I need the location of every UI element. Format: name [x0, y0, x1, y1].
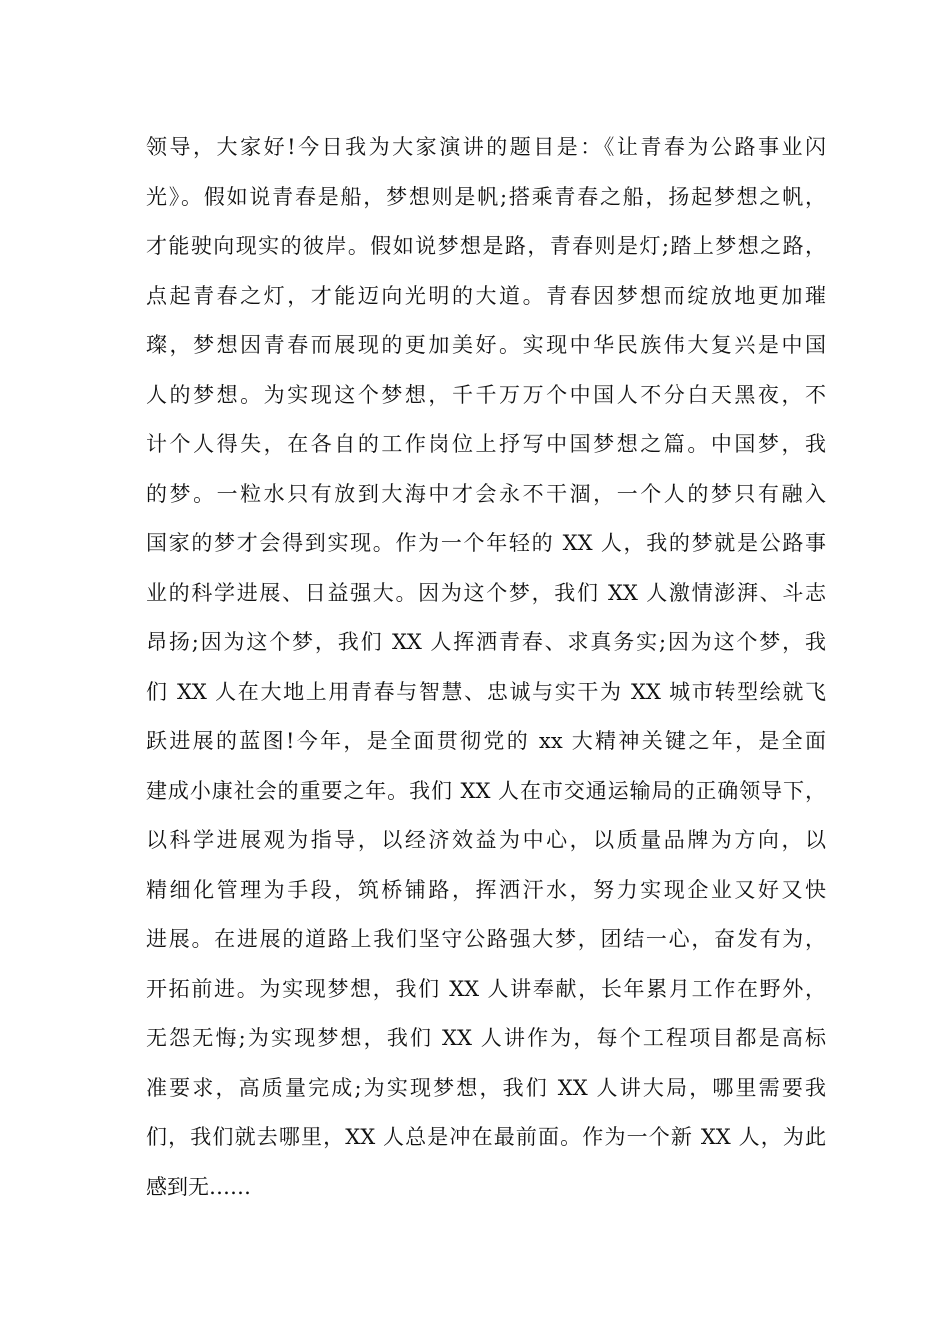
speech-paragraph: [146, 127, 826, 1216]
text-line: 建成小康社会的重要之年。我们 XX 人在市交通运输局的正确领导下，: [146, 778, 826, 803]
text-line: 昂扬;因为这个梦，我们 XX 人挥洒青春、求真务实;因为这个梦，我: [146, 630, 826, 654]
text-line: 以科学进展观为指导，以经济效益为中心，以质量品牌为方向，以: [146, 828, 826, 852]
text-line: 开拓前进。为实现梦想，我们 XX 人讲奉献，长年累月工作在野外，: [146, 976, 826, 1001]
text-line: 人的梦想。为实现这个梦想，千千万万个中国人不分白天黑夜，不: [146, 382, 826, 407]
text-line: 的梦。一粒水只有放到大海中才会永不干涸，一个人的梦只有融入: [146, 481, 826, 506]
text-line: 光》。假如说青春是船，梦想则是帆;搭乘青春之船，扬起梦想之帆，: [146, 184, 826, 209]
text-line: 璨，梦想因青春而展现的更加美好。实现中华民族伟大复兴是中国: [146, 333, 826, 357]
text-line: 领导，大家好!今日我为大家演讲的题目是：《让青春为公路事业闪: [146, 135, 826, 159]
text-line: 进展。在进展的道路上我们坚守公路强大梦，团结一心，奋发有为，: [146, 927, 826, 951]
text-line: 计个人得失，在各自的工作岗位上抒写中国梦想之篇。中国梦，我: [146, 432, 826, 456]
text-line-last: 感到无……: [146, 1174, 251, 1199]
text-line: 国家的梦才会得到实现。作为一个年轻的 XX 人，我的梦就是公路事: [146, 531, 826, 555]
text-line: 点起青春之灯，才能迈向光明的大道。青春因梦想而绽放地更加璀: [146, 283, 826, 308]
text-line: 们，我们就去哪里，XX 人总是冲在最前面。作为一个新 XX 人，为此: [146, 1125, 826, 1149]
text-line: 准要求，高质量完成;为实现梦想，我们 XX 人讲大局，哪里需要我: [146, 1075, 826, 1100]
text-line: 无怨无悔;为实现梦想，我们 XX 人讲作为，每个工程项目都是高标: [146, 1026, 826, 1050]
text-line: 业的科学进展、日益强大。因为这个梦，我们 XX 人激情澎湃、斗志: [146, 580, 826, 605]
text-line: 精细化管理为手段，筑桥铺路，挥洒汗水，努力实现企业又好又快: [146, 877, 826, 902]
text-line: 才能驶向现实的彼岸。假如说梦想是路，青春则是灯;踏上梦想之路，: [146, 234, 826, 258]
text-line: 们 XX 人在大地上用青春与智慧、忠诚与实干为 XX 城市转型绘就飞: [146, 679, 826, 704]
text-line: 跃进展的蓝图!今年，是全面贯彻党的 xx 大精神关键之年，是全面: [146, 729, 826, 753]
